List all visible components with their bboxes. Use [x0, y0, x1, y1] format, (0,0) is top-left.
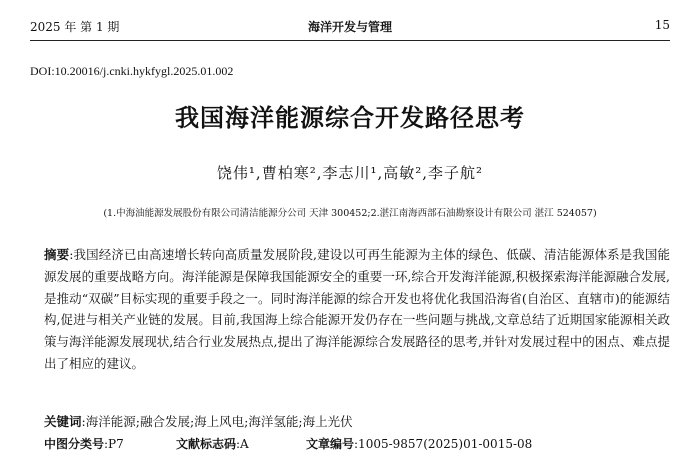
article-no-value: :1005-9857(2025)01-0015-08: [354, 437, 533, 451]
doc-code-label: 文献标志码: [176, 437, 237, 451]
abstract-text: :我国经济已由高速增长转向高质量发展阶段,建设以可再生能源为主体的绿色、低碳、清洁能源体系是我国能源发展的重要战略方向。海洋能源是保障我国能源安全的重要一环,综合开发海洋能源,积极探索海洋能源融合发展,是推动“双碳”目标实现的重要手段之一。同时海洋能源的综合开发也将优化我国沿海省(自治区、直辖市)的能源结构,促进与相关产业链的发展。目前,我国海上综合能源开发仍存在一些问题与挑战,文章总结了近期国家能源相关政策与海洋能源发展现状,结合行业发展热点,提出了海洋能源综合发展路径的思考,并针对发展过程中的困点、难点提出了相应的建议。: [44, 247, 670, 371]
journal-name: 海洋开发与管理: [307, 20, 392, 34]
header-rule: [30, 40, 670, 41]
keywords-text: :海洋能源;融合发展;海上风电;海洋氢能;海上光伏: [81, 414, 353, 429]
clc-label: 中图分类号: [44, 437, 105, 451]
keywords-label: 关键词: [44, 414, 82, 429]
author-list: 饶伟¹,曹柏寒²,李志川¹,高敏²,李子航²: [216, 164, 484, 182]
article-no-field: [306, 435, 532, 452]
doc-code-value: :A: [236, 437, 249, 451]
affiliations: (1.中海油能源发展股份有限公司清洁能源分公司 天津 300452;2.湛江南海西部石油勘察设计有限公司 湛江 524057): [103, 208, 597, 219]
doi[interactable]: DOI:10.20016/j.cnki.hykfygl.2025.01.002: [30, 64, 234, 78]
page-number: 15: [654, 18, 670, 32]
article-no-label: 文章编号: [306, 437, 355, 451]
abstract-block: [44, 244, 670, 375]
running-header: [30, 18, 670, 38]
clc-field: [44, 435, 124, 452]
clc-value: :P7: [104, 437, 124, 451]
issue-info: 2025 年 第 1 期: [30, 20, 120, 34]
doc-code-field: [176, 435, 249, 452]
keywords-line: [44, 412, 670, 430]
abstract-label: 摘要: [44, 247, 70, 262]
paper-title: 我国海洋能源综合开发路径思考: [175, 103, 525, 132]
